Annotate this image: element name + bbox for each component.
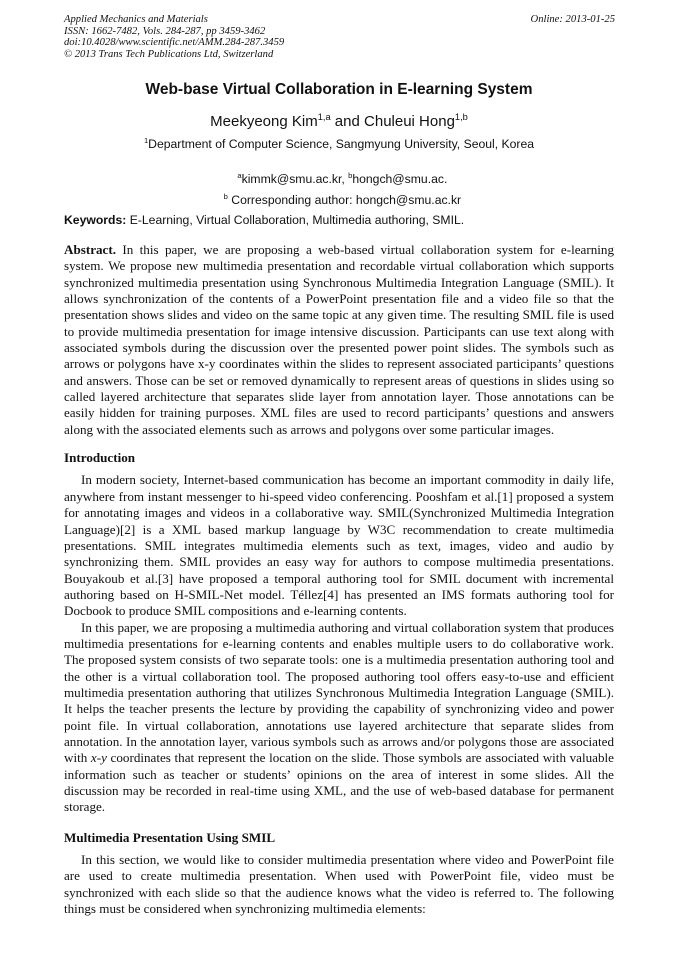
copyright: © 2013 Trans Tech Publications Ltd, Switzerland — [64, 48, 274, 60]
paper-body — [64, 213, 614, 937]
email-sup: a — [237, 170, 242, 180]
italic-term: x-y — [90, 750, 107, 766]
section-heading-smil: Multimedia Presentation Using SMIL — [64, 829, 276, 845]
corresponding-text: Corresponding author: hongch@smu.ac.kr — [227, 193, 462, 207]
online-date: Online: 2013-01-25 — [530, 14, 615, 25]
issn: ISSN: 1662-7482, Vols. 284-287, pp 3459-3462 — [64, 25, 266, 37]
doi: doi:10.4028/www.scientific.net/AMM.284-287.3459 — [64, 37, 285, 49]
affiliation-text: Department of Computer Science, Sangmyung University, Seoul, Korea — [148, 137, 535, 151]
keywords-label: Keywords: — [64, 213, 127, 227]
author-sup: 1,a — [317, 112, 331, 122]
keywords-text: E-Learning, Virtual Collaboration, Multimedia authoring, SMIL. — [126, 213, 465, 227]
email: kimmk@smu.ac.kr, — [241, 172, 349, 186]
paragraph: In modern society, Internet-based communication has become an important commodity in daily life, anywhere from instant messenger to hi-speed video conferencing. Pooshfam et al.[1] proposed a system for annotating images and videos in a collaborative way. SMIL(Synchronized Multimedia Integration Language)[2] is a XML based markup language by W3C recommendation to create multimedia presentations. SMIL integrates multimedia elements such as text, images, video and audio by synchronizing them. SMIL provides an easy way for authors to compose multimedia presentations. Bouyakoub et al.[3] have proposed a temporal authoring tool for SMIL document with incremental authoring based on H-SMIL-Net model. Téllez[4] has presented an IMS formats authoring tool for Docbook to produce SMIL compositions and e-learning contents. — [64, 472, 614, 619]
paper-title: Web-base Virtual Collaboration in E-learning System — [145, 81, 533, 98]
email: hongch@smu.ac. — [352, 172, 448, 186]
author-sup: 1,b — [454, 112, 468, 122]
paragraph: In this section, we would like to consider multimedia presentation where video and PowerPoint file are used to create multimedia presentation. When used with PowerPoint file, video must be synchronized with each slide so that the audience knows what the video is referred to. The following things must be considered when synchronizing multimedia elements: — [64, 852, 614, 917]
author-name: Chuleui Hong — [364, 113, 455, 130]
keywords — [64, 213, 614, 228]
paragraph-text: In this paper, we are proposing a multimedia authoring and virtual collaboration system that produces multimedia presentations for e-learning contents and enables multiple users to do collaborative work. The proposed system consists of two separate tools: one is a multimedia presentation authoring tool and the other is a virtual collaboration tool. The proposed authoring tool offers easy-to-use and efficient multimedia presentation authoring that utilizes Synchronous Multimedia Integration Language (SMIL). It helps the teacher presents the lecture by providing the capability of synchronizing video and power point file. In virtual collaboration, annotations use layered architecture that separate slides from annotation. In the annotation layer, various symbols such as arrows and/or polygons those are associated with — [64, 619, 614, 766]
smil-section-body — [64, 852, 614, 917]
authors — [0, 113, 678, 130]
paragraph — [64, 620, 614, 816]
journal-header — [64, 14, 284, 60]
corresponding-author — [0, 179, 678, 207]
corresponding-sup: b — [223, 191, 228, 201]
affiliation-sup: 1 — [143, 135, 149, 145]
introduction-body — [64, 472, 614, 815]
abstract-text: In this paper, we are proposing a web-based virtual collaboration system for e-learning system. We propose new multimedia presentation and recordable virtual collaboration which supports synchronized multimedia presentation using Synchronous Multimedia Integration Language (SMIL). It allows synchronization of the contents of a PowerPoint presentation file and a video file so that the presentation shows slides and video on the same topic at any given time. The resulting SMIL file is used to provide multimedia presentation for image intensive discussion. Participants can use text along with associated symbols during the discussion over the presented power point slides. The symbols such as arrows or polygons have x-y coordinates within the slides to represent associated participants’ questions and answers. Those can be set or removed dynamically to represent areas of questions in slides using so called layered architecture that separates slide layer from annotation layer. Those annotations can be easily hidden for training purposes. XML files are used to record participants’ questions and answers along with the associated elements such as arrows and polygons over some particular images. — [64, 242, 614, 437]
authors-joiner: and — [330, 113, 365, 130]
affiliation — [0, 137, 678, 151]
author-name: Meekyeong Kim — [210, 113, 318, 130]
journal-name: Applied Mechanics and Materials — [64, 14, 208, 25]
paragraph-text: coordinates that represent the location on the slide. Those symbols are associated with valuable information such as teacher or students’ opinions on the area of interest in some slides. All the discussion may be recorded in real-time using XML, and the use of web-based database for permanent storage. — [64, 750, 614, 815]
abstract — [64, 242, 614, 438]
section-heading-introduction: Introduction — [64, 450, 136, 466]
email-sup: b — [348, 170, 353, 180]
abstract-label: Abstract. — [64, 242, 116, 257]
